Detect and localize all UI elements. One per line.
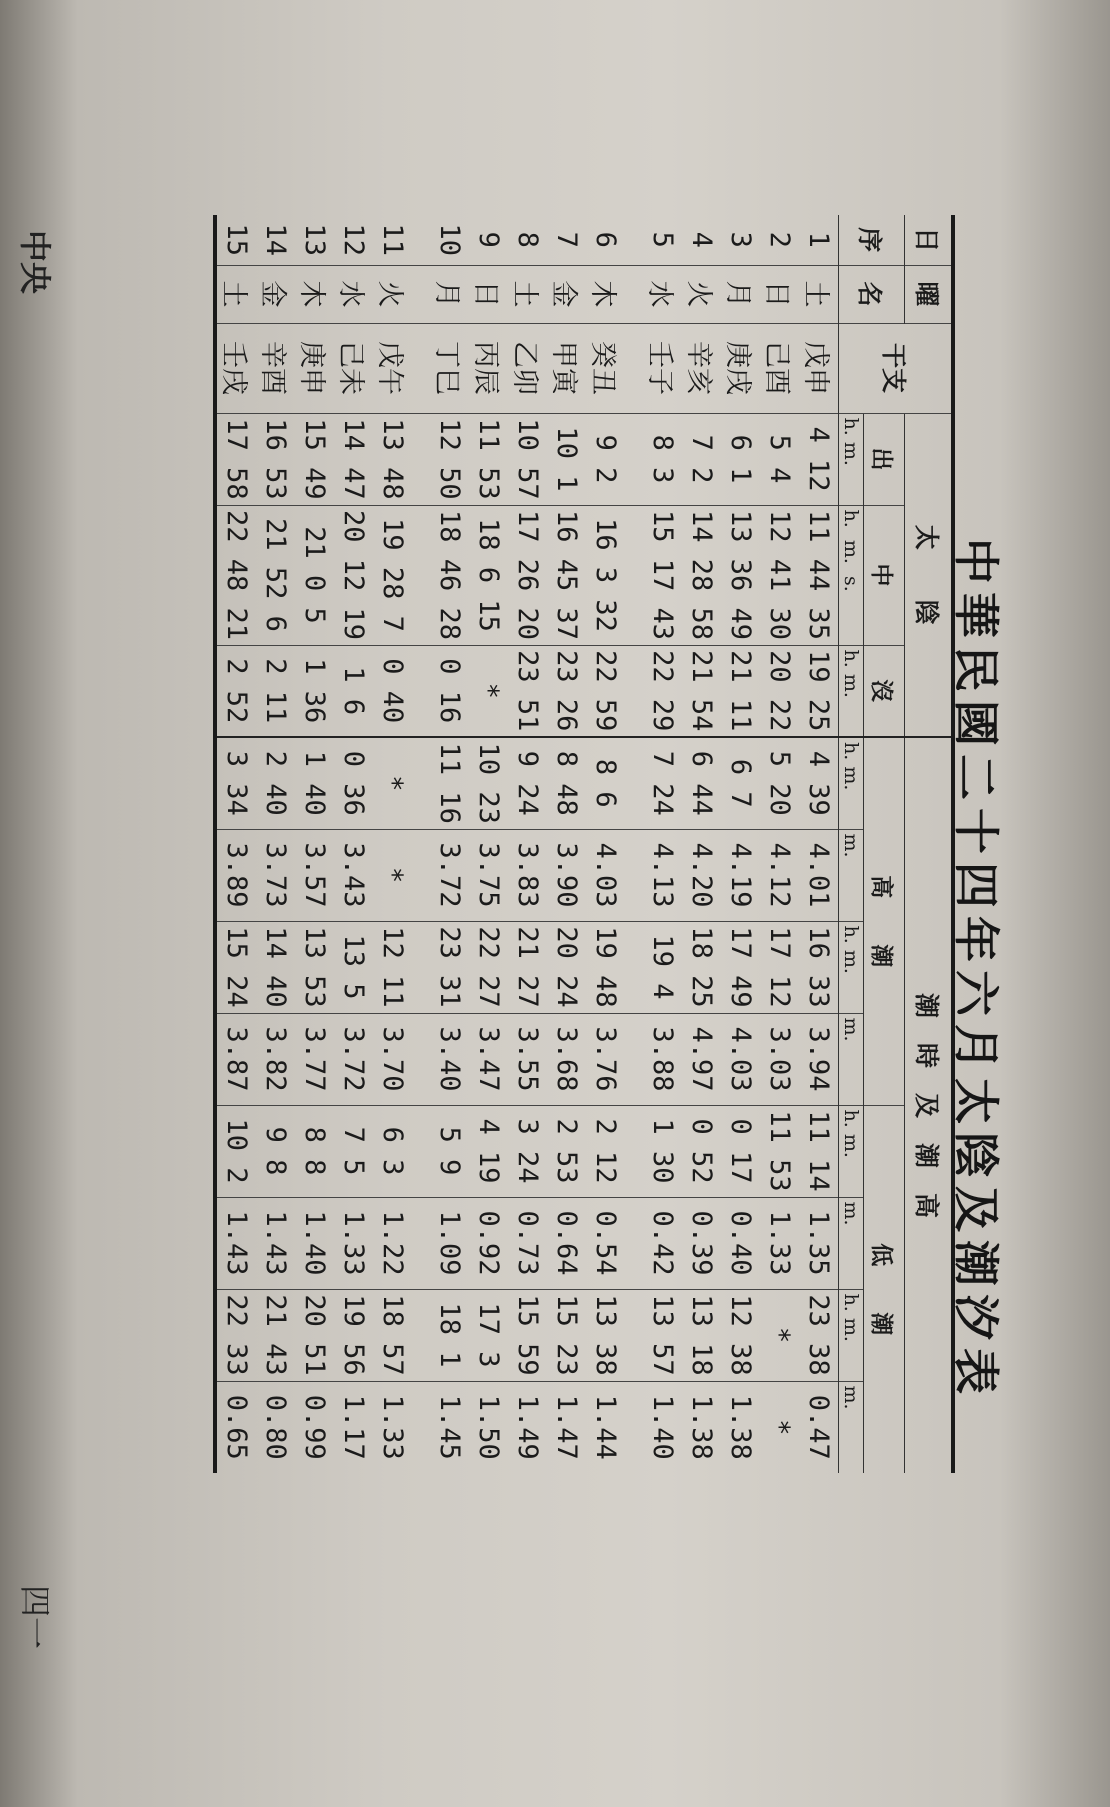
high-tide-1-height-cell: 4.19 [721,829,760,921]
unit-h: h. [840,925,862,944]
transit-header: 中 [864,505,905,645]
ganzhi-cell: 戊午 [373,323,430,413]
low-tide-1-time-cell: 9 8 [256,1105,295,1197]
high-tide-1-height-cell: 3.43 [334,829,373,921]
weekday-cell: 日 [760,265,799,323]
ganzhi-cell: 丙辰 [469,323,508,413]
day-cell: 1 [799,215,839,265]
unit-ht1-height: m. [839,829,864,921]
unit-rise [839,413,864,505]
moonset-cell: 21 11 [721,645,760,737]
low-tide-2-height-cell: 0.47 [803,1394,834,1460]
high-tide-1-time-cell: 3 34 [215,737,256,829]
high-tide-1-height-cell: * [373,829,430,921]
weekday-cell: 土 [508,265,547,323]
high-tide-2-time-cell: 22 27 [469,921,508,1013]
high-tide-1-height-cell: 4.12 [760,829,799,921]
unit-ht2-time [839,921,864,1013]
high-tide-1-time-cell: 4 39 [799,737,839,829]
low-tide-1-height-cell: 0.40 [721,1197,760,1289]
unit-m: m. [840,766,862,791]
high-tide-2-height-cell: 4.03 [721,1013,760,1105]
unit-m: m. [840,1317,862,1342]
low-tide-1-height-cell: 0.64 [547,1197,586,1289]
high-tide-1-time-cell: 10 23 [469,737,508,829]
transit-cell: 16 45 37 [547,505,586,645]
low-tide-2-time-cell: 22 33 [215,1289,256,1381]
low-tide-1-time-cell: 4 19 [469,1105,508,1197]
day-cell: 11 [373,215,430,265]
moonset-cell: * [469,645,508,737]
moonrise-cell: 17 58 [215,413,256,505]
moonset-cell: 22 29 [643,645,682,737]
ganzhi-cell: 己未 [334,323,373,413]
high-tide-2-height-cell: 3.47 [469,1013,508,1105]
high-tide-1-height-cell: 3.75 [469,829,508,921]
moonset-cell: 21 54 [682,645,721,737]
weekday-cell: 木 [586,265,643,323]
low-tide-1-time-cell: 2 12 [586,1105,643,1197]
unit-lt2-height: m. [839,1381,864,1473]
low-tide-1-height-cell: 0.39 [682,1197,721,1289]
unit-m: m. [840,949,862,974]
unit-transit [839,505,864,645]
moonrise-cell: 12 50 [430,413,469,505]
high-tide-2-height-cell: 3.03 [760,1013,799,1105]
low-tide-1-time-cell: 1 30 [643,1105,682,1197]
moonset-cell: 0 16 [430,645,469,737]
high-tide-1-time-cell: 5 20 [760,737,799,829]
ganzhi-cell: 庚申 [295,323,334,413]
weekday-cell: 金 [256,265,295,323]
weekday-cell: 土 [799,265,839,323]
tide-group-header: 潮 時 及 潮 高 [905,737,954,1473]
weekday-cell: 月 [430,265,469,323]
unit-s: s. [840,576,862,592]
low-tide-1-height-cell: 1.43 [256,1197,295,1289]
low-tide-2-height-cell: 1.40 [647,1394,678,1460]
transit-cell: 13 36 49 [721,505,760,645]
high-tide-2-time-cell: 21 27 [508,921,547,1013]
moonset-cell: 1 6 [334,645,373,737]
high-tide-1-time-cell: 6 7 [721,737,760,829]
high-tide-1-height-cell: 3.73 [256,829,295,921]
unit-ht2-height: m. [839,1013,864,1105]
moonrise-cell: 8 3 [643,413,682,505]
low-tide-2-height-cell: 1.44 [590,1394,621,1460]
low-tide-1-time-cell: 0 52 [682,1105,721,1197]
high-tide-1-time-cell: 6 44 [682,737,721,829]
unit-lt1-height: m. [839,1197,864,1289]
weekday-cell: 木 [295,265,334,323]
low-tide-1-time-cell: 11 53 [760,1105,799,1197]
unit-m: m. [840,1133,862,1158]
low-tide-2-height-cell: 1.45 [434,1394,465,1460]
low-tide-1-height-cell: 1.09 [430,1197,469,1289]
ganzhi-cell: 庚戌 [721,323,760,413]
ganzhi-cell: 辛亥 [682,323,721,413]
high-tide-1-time-cell: 8 48 [547,737,586,829]
high-tide-2-time-cell: 14 40 [256,921,295,1013]
unit-h: h. [840,509,862,528]
day-header-top: 日 [905,215,954,265]
ganzhi-cell: 乙卯 [508,323,547,413]
low-tide-2-time-cell: 18 57 [373,1289,430,1381]
transit-cell: 15 17 43 [643,505,682,645]
high-tide-2-height-cell: 3.70 [373,1013,430,1105]
low-tide-1-height-cell: 0.54 [586,1197,643,1289]
high-tide-2-time-cell: 17 49 [721,921,760,1013]
high-tide-1-time-cell: * [373,737,430,829]
unit-m: m. [840,539,862,564]
low-tide-2-time-cell: 15 59 [508,1289,547,1381]
moonset-cell: 22 59 [586,645,643,737]
table-row [547,215,586,1473]
weekday-cell: 月 [721,265,760,323]
table-row [295,215,334,1473]
high-tide-2-height-cell: 3.77 [295,1013,334,1105]
low-tide-1-time-cell: 0 17 [721,1105,760,1197]
low-tide-2-time-cell: 20 51 [295,1289,334,1381]
high-tide-2-time-cell: 23 31 [430,921,469,1013]
unit-m: m. [840,673,862,698]
low-tide-1-time-cell: 2 53 [547,1105,586,1197]
table-row [760,215,799,1473]
table-row [373,215,430,1473]
day-cell: 2 [760,215,799,265]
table-row [799,215,839,1473]
high-tide-1-time-cell: 9 24 [508,737,547,829]
table-row [430,215,469,1473]
weekday-cell: 土 [215,265,256,323]
transit-cell: 20 12 19 [334,505,373,645]
day-cell: 9 [469,215,508,265]
low-tide-2-height-cell: 1.47 [551,1394,582,1460]
moonset-cell: 0 40 [373,645,430,737]
high-tide-2-height-cell: 3.88 [643,1013,682,1105]
high-tide-2-time-cell: 13 53 [295,921,334,1013]
table-row [256,215,295,1473]
moonrise-header: 出 [864,413,905,505]
low-tide-2-height-cell: 0.80 [260,1394,291,1460]
weekday-cell: 金 [547,265,586,323]
low-tide-2-time-cell: 23 38 [799,1289,839,1381]
page-title: 中華民國二十四年六月太陰及潮汐表 [949,538,1003,1402]
low-tide-2-time-cell: 13 18 [682,1289,721,1381]
low-tide-2-height-cell: 1.49 [512,1394,543,1460]
low-tide-1-height-cell: 1.33 [760,1197,799,1289]
footer-left: 中央 [16,230,54,295]
transit-cell: 19 28 7 [373,505,430,645]
high-tide-1-height-cell: 4.13 [643,829,682,921]
transit-cell: 11 44 35 [799,505,839,645]
high-tide-1-height-cell: 4.03 [586,829,643,921]
high-tide-1-time-cell: 7 24 [643,737,682,829]
weekday-header-bottom: 名 [839,265,905,323]
high-tide-2-time-cell: 16 33 [799,921,839,1013]
high-tide-2-height-cell: 3.82 [256,1013,295,1105]
high-tide-1-height-cell: 3.57 [295,829,334,921]
low-tide-2-time-cell: 18 1 [430,1289,469,1381]
tide-table [213,215,955,1473]
ganzhi-cell: 辛酉 [256,323,295,413]
weekday-cell: 日 [469,265,508,323]
day-cell: 15 [215,215,256,265]
ganzhi-header: 干支 [839,323,954,413]
unit-h: h. [840,1293,862,1312]
low-tide-2-height-cell: 0.65 [221,1394,252,1460]
day-cell: 6 [586,215,643,265]
low-tide-2-height-cell: 1.33 [377,1394,408,1460]
high-tide-2-time-cell: 20 24 [547,921,586,1013]
day-cell: 5 [643,215,682,265]
low-tide-1-height-cell: 1.40 [295,1197,334,1289]
low-tide-1-time-cell: 11 14 [799,1105,839,1197]
moonrise-cell: 7 2 [682,413,721,505]
moonset-cell: 2 11 [256,645,295,737]
day-cell: 7 [547,215,586,265]
moonset-cell: 23 51 [508,645,547,737]
transit-cell: 14 28 58 [682,505,721,645]
unit-ht1-time [839,737,864,829]
high-tide-1-height-cell: 4.20 [682,829,721,921]
low-tide-2-height-cell: 1.38 [686,1394,717,1460]
low-tide-1-time-cell: 7 5 [334,1105,373,1197]
transit-cell: 18 46 28 [430,505,469,645]
high-tide-2-height-cell: 3.72 [334,1013,373,1105]
high-tide-1-height-cell: 3.90 [547,829,586,921]
moonrise-cell: 10 1 [547,413,586,505]
unit-set [839,645,864,737]
high-tide-2-height-cell: 3.68 [547,1013,586,1105]
low-tide-2-time-cell: 12 38 [721,1289,760,1381]
high-tide-1-time-cell: 11 16 [430,737,469,829]
low-tide-1-height-cell: 1.33 [334,1197,373,1289]
high-tide-2-time-cell: 19 4 [643,921,682,1013]
unit-lt2-time [839,1289,864,1381]
low-tide-1-height-cell: 1.35 [799,1197,839,1289]
low-tide-1-height-cell: 0.73 [508,1197,547,1289]
moonrise-cell: 14 47 [334,413,373,505]
high-tide-2-height-cell: 3.76 [586,1013,643,1105]
transit-cell: 22 48 21 [215,505,256,645]
day-cell: 13 [295,215,334,265]
unit-h: h. [840,1109,862,1128]
low-tide-1-time-cell: 10 2 [215,1105,256,1197]
ganzhi-cell: 癸丑 [586,323,643,413]
high-tide-1-time-cell: 8 6 [586,737,643,829]
high-tide-2-time-cell: 15 24 [215,921,256,1013]
day-cell: 12 [334,215,373,265]
transit-cell: 12 41 30 [760,505,799,645]
ganzhi-cell: 丁巳 [430,323,469,413]
high-tide-2-time-cell: 19 48 [586,921,643,1013]
low-tide-1-height-cell: 0.92 [469,1197,508,1289]
table-row [334,215,373,1473]
moonrise-cell: 16 53 [256,413,295,505]
ganzhi-cell: 壬子 [643,323,682,413]
high-tide-1-time-cell: 2 40 [256,737,295,829]
low-tide-1-time-cell: 8 8 [295,1105,334,1197]
low-tide-header: 低 潮 [864,1105,905,1473]
day-header-bottom: 序 [839,215,905,265]
low-tide-2-time-cell: 17 3 [469,1289,508,1381]
unit-lt1-time [839,1105,864,1197]
moonrise-cell: 11 53 [469,413,508,505]
high-tide-1-height-cell: 3.72 [430,829,469,921]
transit-cell: 21 0 5 [295,505,334,645]
high-tide-header: 高 潮 [864,737,905,1105]
high-tide-1-height-cell: 4.01 [799,829,839,921]
high-tide-2-height-cell: 3.87 [215,1013,256,1105]
transit-cell: 21 52 6 [256,505,295,645]
transit-cell: 16 3 32 [586,505,643,645]
table-row [643,215,682,1473]
low-tide-2-height-cell: 1.17 [338,1394,369,1460]
low-tide-1-time-cell: 5 9 [430,1105,469,1197]
table-row [682,215,721,1473]
high-tide-2-height-cell: 4.97 [682,1013,721,1105]
low-tide-1-height-cell: 1.43 [215,1197,256,1289]
unit-m: m. [840,441,862,466]
transit-cell: 18 6 15 [469,505,508,645]
low-tide-2-time-cell: 13 38 [586,1289,643,1381]
transit-cell: 17 26 20 [508,505,547,645]
low-tide-2-height-cell: 1.50 [473,1394,504,1460]
ganzhi-cell: 壬戌 [215,323,256,413]
low-tide-1-height-cell: 1.22 [373,1197,430,1289]
high-tide-2-height-cell: 3.94 [799,1013,839,1105]
moonset-header: 沒 [864,645,905,737]
low-tide-2-time-cell: 21 43 [256,1289,295,1381]
high-tide-1-time-cell: 0 36 [334,737,373,829]
high-tide-2-time-cell: 18 25 [682,921,721,1013]
day-cell: 10 [430,215,469,265]
weekday-cell: 火 [682,265,721,323]
rotated-table-block [16,205,1020,1735]
high-tide-2-time-cell: 13 5 [334,921,373,1013]
moonrise-cell: 13 48 [373,413,430,505]
moonset-cell: 19 25 [799,645,839,737]
table-body [215,215,839,1473]
weekday-cell: 水 [334,265,373,323]
moonrise-cell: 5 4 [760,413,799,505]
low-tide-1-height-cell: 0.42 [643,1197,682,1289]
ganzhi-cell: 甲寅 [547,323,586,413]
moonset-cell: 23 26 [547,645,586,737]
table-row [586,215,643,1473]
unit-h: h. [840,649,862,668]
high-tide-2-time-cell: 17 12 [760,921,799,1013]
table-row [469,215,508,1473]
high-tide-2-height-cell: 3.40 [430,1013,469,1105]
day-cell: 4 [682,215,721,265]
table-row [508,215,547,1473]
low-tide-1-time-cell: 3 24 [508,1105,547,1197]
high-tide-1-height-cell: 3.83 [508,829,547,921]
unit-h: h. [840,417,862,436]
moon-header: 太 陰 [905,413,954,737]
table-row [215,215,256,1473]
moonset-cell: 2 52 [215,645,256,737]
moonset-cell: 1 36 [295,645,334,737]
moonrise-cell: 6 1 [721,413,760,505]
low-tide-2-time-cell: 15 23 [547,1289,586,1381]
ganzhi-cell: 戊申 [799,323,839,413]
table-row [721,215,760,1473]
high-tide-1-time-cell: 1 40 [295,737,334,829]
day-cell: 3 [721,215,760,265]
low-tide-2-height-cell: 0.99 [299,1394,330,1460]
high-tide-1-height-cell: 3.89 [215,829,256,921]
moonrise-cell: 9 2 [586,413,643,505]
high-tide-2-height-cell: 3.55 [508,1013,547,1105]
high-tide-2-time-cell: 12 11 [373,921,430,1013]
moonrise-cell: 4 12 [799,413,839,505]
day-cell: 8 [508,215,547,265]
page-number: 四一 [16,1585,54,1650]
ganzhi-cell: 己酉 [760,323,799,413]
moonrise-cell: 10 57 [508,413,547,505]
low-tide-2-time-cell: * [760,1289,799,1381]
weekday-cell: 水 [643,265,682,323]
low-tide-2-height-cell: 1.38 [725,1394,756,1460]
moonset-cell: 20 22 [760,645,799,737]
day-cell: 14 [256,215,295,265]
low-tide-2-time-cell: 19 56 [334,1289,373,1381]
weekday-header-top: 曜 [905,265,954,323]
low-tide-1-time-cell: 6 3 [373,1105,430,1197]
unit-h: h. [840,742,862,761]
moonrise-cell: 15 49 [295,413,334,505]
low-tide-2-time-cell: 13 57 [643,1289,682,1381]
weekday-cell: 火 [373,265,430,323]
low-tide-2-height-cell: * [764,1419,795,1436]
